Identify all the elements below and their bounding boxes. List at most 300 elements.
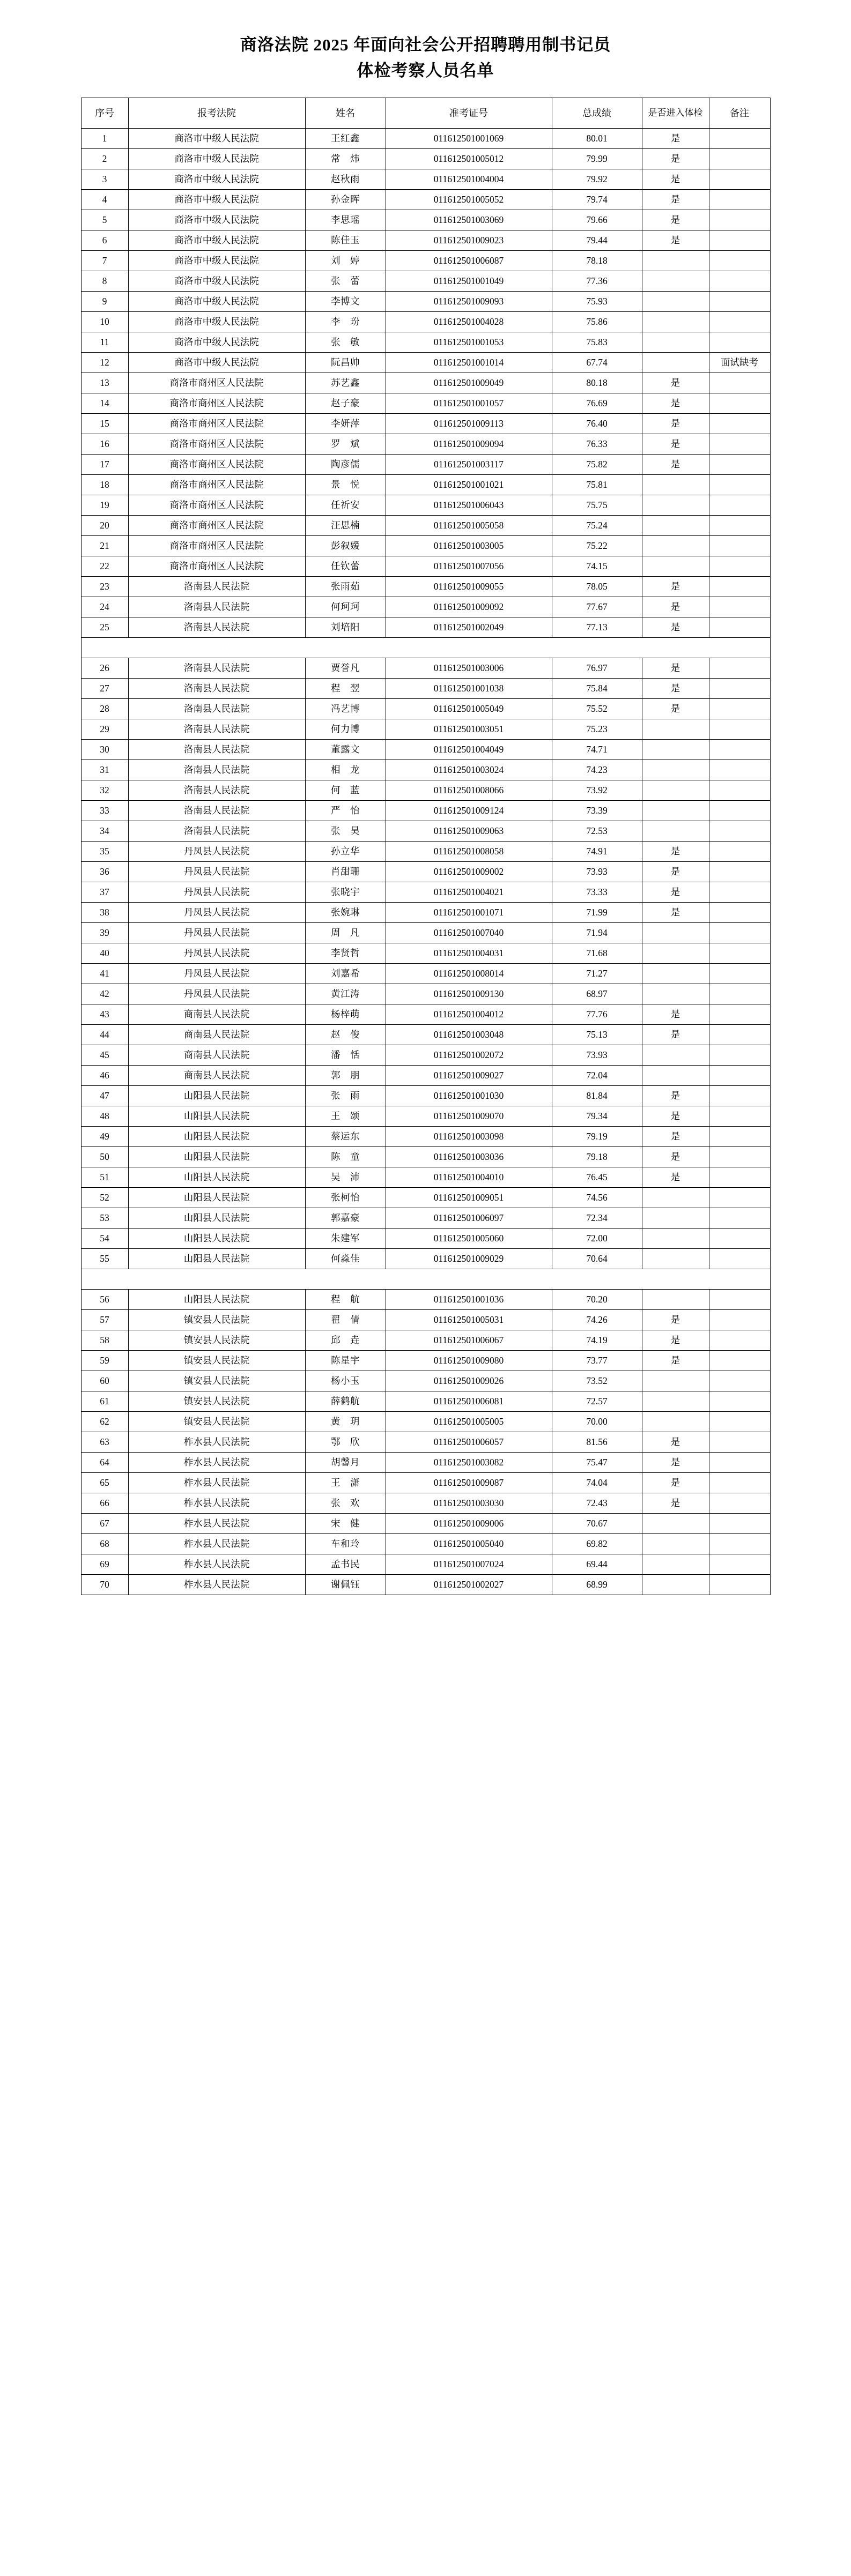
cell-seq: 11	[81, 332, 128, 353]
cell-medical	[642, 801, 709, 821]
cell-court: 洛南县人民法院	[128, 801, 305, 821]
cell-court: 洛南县人民法院	[128, 658, 305, 679]
cell-remark	[709, 536, 770, 556]
cell-name: 胡馨月	[305, 1453, 386, 1473]
cell-name: 孙金晖	[305, 190, 386, 210]
table-body	[81, 129, 770, 1595]
cell-medical: 是	[642, 1310, 709, 1330]
cell-remark	[709, 1147, 770, 1167]
cell-remark	[709, 1412, 770, 1432]
cell-name: 陈佳玉	[305, 230, 386, 251]
cell-seq: 47	[81, 1086, 128, 1106]
cell-exam-no: 011612501004021	[386, 882, 552, 903]
cell-remark	[709, 923, 770, 943]
page-gap-cell	[81, 638, 770, 658]
page-gap	[81, 638, 770, 658]
cell-exam-no: 011612501001049	[386, 271, 552, 292]
cell-seq: 61	[81, 1391, 128, 1412]
table-row	[81, 393, 770, 414]
cell-seq: 40	[81, 943, 128, 964]
cell-name: 黄 玥	[305, 1412, 386, 1432]
cell-court: 洛南县人民法院	[128, 740, 305, 760]
cell-score: 72.00	[552, 1229, 642, 1249]
cell-remark	[709, 292, 770, 312]
cell-remark	[709, 455, 770, 475]
table-row	[81, 1066, 770, 1086]
cell-name: 吴 沛	[305, 1167, 386, 1188]
cell-seq: 70	[81, 1575, 128, 1595]
cell-name: 赵 俊	[305, 1025, 386, 1045]
cell-seq: 22	[81, 556, 128, 577]
cell-score: 73.93	[552, 862, 642, 882]
cell-name: 周 凡	[305, 923, 386, 943]
cell-exam-no: 011612501003051	[386, 719, 552, 740]
cell-court: 柞水县人民法院	[128, 1473, 305, 1493]
cell-remark	[709, 1290, 770, 1310]
cell-medical: 是	[642, 842, 709, 862]
cell-exam-no: 011612501004012	[386, 1004, 552, 1025]
cell-court: 商南县人民法院	[128, 1025, 305, 1045]
cell-medical: 是	[642, 679, 709, 699]
cell-score: 75.22	[552, 536, 642, 556]
table-row	[81, 1127, 770, 1147]
cell-remark	[709, 1249, 770, 1269]
cell-court: 商洛市商州区人民法院	[128, 373, 305, 393]
cell-exam-no: 011612501005049	[386, 699, 552, 719]
cell-score: 75.93	[552, 292, 642, 312]
cell-remark	[709, 1025, 770, 1045]
cell-score: 73.39	[552, 801, 642, 821]
cell-score: 76.97	[552, 658, 642, 679]
table-row	[81, 1575, 770, 1595]
cell-name: 常 炜	[305, 149, 386, 169]
cell-seq: 39	[81, 923, 128, 943]
cell-exam-no: 011612501003024	[386, 760, 552, 780]
cell-name: 李思瑶	[305, 210, 386, 230]
cell-score: 73.52	[552, 1371, 642, 1391]
cell-remark	[709, 271, 770, 292]
cell-remark	[709, 842, 770, 862]
cell-seq: 17	[81, 455, 128, 475]
cell-seq: 33	[81, 801, 128, 821]
cell-remark	[709, 495, 770, 516]
cell-score: 79.66	[552, 210, 642, 230]
cell-score: 80.01	[552, 129, 642, 149]
cell-court: 柞水县人民法院	[128, 1453, 305, 1473]
cell-remark	[709, 740, 770, 760]
cell-score: 75.82	[552, 455, 642, 475]
cell-court: 山阳县人民法院	[128, 1127, 305, 1147]
cell-seq: 64	[81, 1453, 128, 1473]
cell-medical: 是	[642, 1351, 709, 1371]
cell-medical	[642, 1412, 709, 1432]
cell-medical: 是	[642, 1493, 709, 1514]
cell-exam-no: 011612501003117	[386, 455, 552, 475]
cell-score: 75.47	[552, 1453, 642, 1473]
header-exam-no	[386, 98, 552, 129]
table-row	[81, 658, 770, 679]
cell-exam-no: 011612501002027	[386, 1575, 552, 1595]
cell-exam-no: 011612501007024	[386, 1554, 552, 1575]
cell-court: 商洛市中级人民法院	[128, 190, 305, 210]
cell-medical	[642, 475, 709, 495]
cell-seq: 41	[81, 964, 128, 984]
table-row	[81, 801, 770, 821]
cell-name: 刘培阳	[305, 617, 386, 638]
cell-court: 镇安县人民法院	[128, 1330, 305, 1351]
cell-exam-no: 011612501009094	[386, 434, 552, 455]
cell-name: 李妍萍	[305, 414, 386, 434]
cell-medical	[642, 984, 709, 1004]
cell-name: 李博文	[305, 292, 386, 312]
table-row	[81, 1188, 770, 1208]
cell-seq: 14	[81, 393, 128, 414]
cell-name: 张晓宇	[305, 882, 386, 903]
cell-court: 丹凤县人民法院	[128, 984, 305, 1004]
cell-score: 68.97	[552, 984, 642, 1004]
cell-medical: 是	[642, 1167, 709, 1188]
header-seq-label: 序号	[95, 107, 114, 118]
table-row	[81, 556, 770, 577]
cell-remark	[709, 1493, 770, 1514]
cell-name: 郭嘉豪	[305, 1208, 386, 1229]
cell-remark	[709, 1391, 770, 1412]
cell-court: 柞水县人民法院	[128, 1493, 305, 1514]
cell-name: 张 蕾	[305, 271, 386, 292]
cell-court: 柞水县人民法院	[128, 1432, 305, 1453]
cell-remark	[709, 1473, 770, 1493]
cell-seq: 2	[81, 149, 128, 169]
cell-score: 69.44	[552, 1554, 642, 1575]
cell-exam-no: 011612501004049	[386, 740, 552, 760]
header-name	[305, 98, 386, 129]
cell-court: 丹凤县人民法院	[128, 964, 305, 984]
cell-exam-no: 011612501001038	[386, 679, 552, 699]
cell-exam-no: 011612501005060	[386, 1229, 552, 1249]
cell-medical	[642, 1575, 709, 1595]
header-exam-no-label: 准考证号	[449, 107, 488, 118]
cell-exam-no: 011612501001030	[386, 1086, 552, 1106]
cell-exam-no: 011612501001053	[386, 332, 552, 353]
cell-score: 72.34	[552, 1208, 642, 1229]
cell-court: 商洛市中级人民法院	[128, 292, 305, 312]
cell-seq: 32	[81, 780, 128, 801]
cell-seq: 59	[81, 1351, 128, 1371]
cell-name: 宋 健	[305, 1514, 386, 1534]
cell-remark	[709, 1453, 770, 1473]
cell-remark	[709, 393, 770, 414]
table-row	[81, 1045, 770, 1066]
cell-court: 商洛市商州区人民法院	[128, 475, 305, 495]
cell-court: 商洛市商州区人民法院	[128, 536, 305, 556]
cell-name: 陶彦儒	[305, 455, 386, 475]
cell-medical	[642, 1066, 709, 1086]
cell-court: 镇安县人民法院	[128, 1412, 305, 1432]
cell-remark	[709, 658, 770, 679]
cell-name: 张 欢	[305, 1493, 386, 1514]
cell-medical: 是	[642, 434, 709, 455]
cell-exam-no: 011612501008014	[386, 964, 552, 984]
cell-exam-no: 011612501009002	[386, 862, 552, 882]
cell-medical	[642, 251, 709, 271]
cell-medical	[642, 1208, 709, 1229]
table-row	[81, 434, 770, 455]
cell-seq: 16	[81, 434, 128, 455]
cell-score: 74.26	[552, 1310, 642, 1330]
cell-score: 72.04	[552, 1066, 642, 1086]
cell-remark	[709, 1229, 770, 1249]
cell-score: 68.99	[552, 1575, 642, 1595]
cell-name: 黄江涛	[305, 984, 386, 1004]
cell-exam-no: 011612501005040	[386, 1534, 552, 1554]
cell-medical	[642, 780, 709, 801]
cell-exam-no: 011612501009124	[386, 801, 552, 821]
cell-remark	[709, 1575, 770, 1595]
table-row	[81, 210, 770, 230]
cell-seq: 29	[81, 719, 128, 740]
cell-court: 商洛市中级人民法院	[128, 332, 305, 353]
cell-seq: 65	[81, 1473, 128, 1493]
cell-score: 79.99	[552, 149, 642, 169]
cell-medical: 是	[642, 169, 709, 190]
cell-score: 77.13	[552, 617, 642, 638]
cell-medical: 是	[642, 1473, 709, 1493]
cell-exam-no: 011612501001071	[386, 903, 552, 923]
cell-score: 73.33	[552, 882, 642, 903]
cell-name: 孙立华	[305, 842, 386, 862]
cell-exam-no: 011612501004031	[386, 943, 552, 964]
header-seq	[81, 98, 128, 129]
table-row	[81, 1432, 770, 1453]
cell-exam-no: 011612501009093	[386, 292, 552, 312]
cell-medical: 是	[642, 577, 709, 597]
cell-name: 张 雨	[305, 1086, 386, 1106]
cell-seq: 12	[81, 353, 128, 373]
cell-exam-no: 011612501008066	[386, 780, 552, 801]
cell-remark	[709, 821, 770, 842]
cell-score: 70.00	[552, 1412, 642, 1432]
table-row	[81, 1167, 770, 1188]
cell-seq: 24	[81, 597, 128, 617]
cell-name: 何珂珂	[305, 597, 386, 617]
cell-name: 张 敏	[305, 332, 386, 353]
cell-remark	[709, 1188, 770, 1208]
cell-name: 翟 倩	[305, 1310, 386, 1330]
table-row	[81, 1514, 770, 1534]
cell-name: 肖甜珊	[305, 862, 386, 882]
cell-remark	[709, 617, 770, 638]
cell-court: 丹凤县人民法院	[128, 882, 305, 903]
cell-exam-no: 011612501001036	[386, 1290, 552, 1310]
cell-remark	[709, 903, 770, 923]
cell-court: 商洛市中级人民法院	[128, 271, 305, 292]
cell-seq: 27	[81, 679, 128, 699]
cell-seq: 23	[81, 577, 128, 597]
cell-court: 柞水县人民法院	[128, 1575, 305, 1595]
cell-court: 商洛市中级人民法院	[128, 353, 305, 373]
cell-court: 商洛市中级人民法院	[128, 169, 305, 190]
cell-score: 71.68	[552, 943, 642, 964]
cell-court: 丹凤县人民法院	[128, 903, 305, 923]
cell-court: 商洛市中级人民法院	[128, 251, 305, 271]
table-row	[81, 1351, 770, 1371]
cell-medical: 是	[642, 1147, 709, 1167]
cell-name: 张柯怡	[305, 1188, 386, 1208]
header-remark-label: 备注	[730, 107, 749, 118]
cell-exam-no: 011612501009026	[386, 1371, 552, 1391]
cell-exam-no: 011612501003030	[386, 1493, 552, 1514]
cell-name: 陈 童	[305, 1147, 386, 1167]
cell-court: 商洛市商州区人民法院	[128, 495, 305, 516]
cell-seq: 13	[81, 373, 128, 393]
cell-score: 71.94	[552, 923, 642, 943]
cell-remark	[709, 1086, 770, 1106]
cell-medical: 是	[642, 210, 709, 230]
cell-score: 73.77	[552, 1351, 642, 1371]
table-row	[81, 679, 770, 699]
cell-name: 阮昌帅	[305, 353, 386, 373]
cell-score: 75.24	[552, 516, 642, 536]
cell-medical	[642, 964, 709, 984]
header-medical	[642, 98, 709, 129]
cell-seq: 50	[81, 1147, 128, 1167]
cell-remark: 面试缺考	[709, 353, 770, 373]
table-row	[81, 821, 770, 842]
cell-name: 王 颂	[305, 1106, 386, 1127]
cell-medical	[642, 719, 709, 740]
cell-score: 75.86	[552, 312, 642, 332]
cell-name: 薛鹤航	[305, 1391, 386, 1412]
cell-seq: 26	[81, 658, 128, 679]
cell-court: 柞水县人民法院	[128, 1514, 305, 1534]
page-gap-cell	[81, 1269, 770, 1290]
cell-medical: 是	[642, 882, 709, 903]
cell-remark	[709, 190, 770, 210]
cell-court: 商洛市中级人民法院	[128, 149, 305, 169]
cell-exam-no: 011612501005052	[386, 190, 552, 210]
cell-seq: 1	[81, 129, 128, 149]
cell-court: 柞水县人民法院	[128, 1534, 305, 1554]
cell-seq: 60	[81, 1371, 128, 1391]
cell-seq: 62	[81, 1412, 128, 1432]
cell-name: 任钦蕾	[305, 556, 386, 577]
table-row	[81, 1249, 770, 1269]
cell-medical: 是	[642, 1127, 709, 1147]
cell-name: 罗 斌	[305, 434, 386, 455]
cell-seq: 35	[81, 842, 128, 862]
cell-score: 75.13	[552, 1025, 642, 1045]
cell-medical	[642, 332, 709, 353]
cell-exam-no: 011612501009049	[386, 373, 552, 393]
cell-name: 程 翌	[305, 679, 386, 699]
cell-score: 75.75	[552, 495, 642, 516]
cell-remark	[709, 414, 770, 434]
cell-medical	[642, 353, 709, 373]
cell-court: 丹凤县人民法院	[128, 842, 305, 862]
cell-remark	[709, 1534, 770, 1554]
cell-exam-no: 011612501007056	[386, 556, 552, 577]
cell-seq: 8	[81, 271, 128, 292]
cell-score: 74.56	[552, 1188, 642, 1208]
cell-name: 冯艺博	[305, 699, 386, 719]
cell-exam-no: 011612501005058	[386, 516, 552, 536]
table-row	[81, 984, 770, 1004]
cell-medical: 是	[642, 1432, 709, 1453]
table-row	[81, 312, 770, 332]
cell-medical	[642, 556, 709, 577]
cell-score: 78.18	[552, 251, 642, 271]
cell-score: 75.23	[552, 719, 642, 740]
cell-remark	[709, 1106, 770, 1127]
cell-name: 刘 婷	[305, 251, 386, 271]
cell-medical	[642, 760, 709, 780]
cell-score: 70.20	[552, 1290, 642, 1310]
cell-seq: 38	[81, 903, 128, 923]
cell-name: 蔡运东	[305, 1127, 386, 1147]
cell-name: 程 航	[305, 1290, 386, 1310]
cell-remark	[709, 984, 770, 1004]
cell-medical: 是	[642, 1086, 709, 1106]
cell-medical: 是	[642, 393, 709, 414]
cell-exam-no: 011612501006067	[386, 1330, 552, 1351]
cell-exam-no: 011612501003036	[386, 1147, 552, 1167]
table-row	[81, 516, 770, 536]
cell-court: 商洛市中级人民法院	[128, 312, 305, 332]
cell-remark	[709, 780, 770, 801]
cell-seq: 28	[81, 699, 128, 719]
header-score-label: 总成绩	[582, 107, 611, 118]
cell-exam-no: 011612501007040	[386, 923, 552, 943]
cell-exam-no: 011612501009080	[386, 1351, 552, 1371]
cell-name: 赵子豪	[305, 393, 386, 414]
cell-remark	[709, 1432, 770, 1453]
cell-score: 76.45	[552, 1167, 642, 1188]
cell-seq: 31	[81, 760, 128, 780]
cell-medical	[642, 495, 709, 516]
cell-seq: 3	[81, 169, 128, 190]
cell-remark	[709, 1351, 770, 1371]
cell-exam-no: 011612501001014	[386, 353, 552, 373]
cell-exam-no: 011612501003098	[386, 1127, 552, 1147]
cell-court: 镇安县人民法院	[128, 1391, 305, 1412]
cell-score: 74.15	[552, 556, 642, 577]
table-row	[81, 251, 770, 271]
cell-court: 商洛市商州区人民法院	[128, 393, 305, 414]
cell-seq: 49	[81, 1127, 128, 1147]
cell-medical: 是	[642, 1106, 709, 1127]
cell-medical	[642, 1229, 709, 1249]
cell-score: 70.64	[552, 1249, 642, 1269]
cell-score: 76.40	[552, 414, 642, 434]
cell-score: 77.67	[552, 597, 642, 617]
cell-medical: 是	[642, 903, 709, 923]
cell-exam-no: 011612501009029	[386, 1249, 552, 1269]
cell-name: 贾誉凡	[305, 658, 386, 679]
cell-name: 何 蓝	[305, 780, 386, 801]
cell-medical: 是	[642, 658, 709, 679]
cell-name: 鄂 欣	[305, 1432, 386, 1453]
cell-medical	[642, 740, 709, 760]
table-row	[81, 1208, 770, 1229]
cell-seq: 7	[81, 251, 128, 271]
cell-court: 商洛市商州区人民法院	[128, 516, 305, 536]
table-row	[81, 455, 770, 475]
table-row	[81, 1229, 770, 1249]
cell-court: 山阳县人民法院	[128, 1106, 305, 1127]
roster-table	[81, 98, 771, 1595]
table-row	[81, 760, 770, 780]
table-row	[81, 475, 770, 495]
